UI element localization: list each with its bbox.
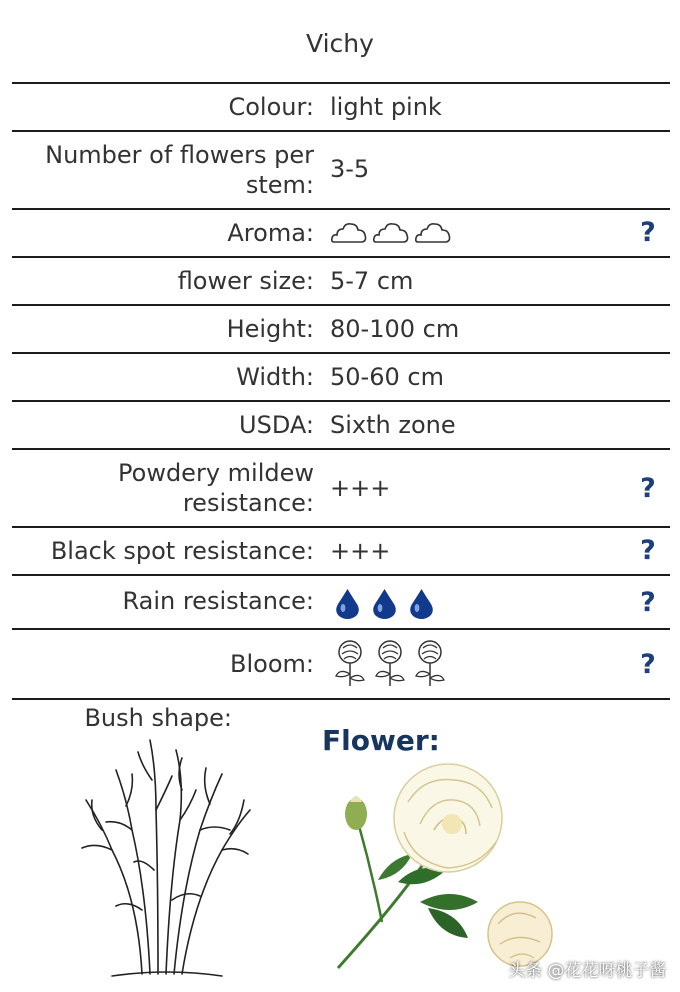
row-flower-size bbox=[12, 258, 670, 306]
water-drop-icon bbox=[408, 587, 435, 619]
row-bloom bbox=[12, 630, 670, 698]
row-rain-resistance bbox=[12, 576, 670, 630]
rain-resistance-label: Rain resistance: bbox=[122, 587, 314, 615]
row-black-spot bbox=[12, 528, 670, 576]
width-label: Width: bbox=[236, 363, 314, 391]
cloud-icon bbox=[372, 220, 410, 246]
black-spot-help-button[interactable]: ? bbox=[640, 535, 656, 566]
flowers-per-stem-value: 3-5 bbox=[330, 155, 370, 183]
rose-info-card bbox=[2, 2, 678, 990]
usda-label: USDA: bbox=[239, 411, 314, 439]
rose-bloom-icon bbox=[332, 638, 368, 688]
flowers-per-stem-label-line1: Number of flowers per bbox=[45, 141, 314, 169]
bush-shape-illustration bbox=[72, 730, 262, 982]
usda-value: Sixth zone bbox=[330, 411, 456, 439]
height-label: Height: bbox=[226, 315, 314, 343]
flowers-per-stem-label-line2: stem: bbox=[245, 171, 314, 199]
aroma-label: Aroma: bbox=[227, 219, 314, 247]
bloom-rating bbox=[332, 638, 448, 688]
bloom-help-button[interactable]: ? bbox=[640, 649, 656, 680]
cloud-icon bbox=[330, 220, 368, 246]
rose-name-title: Vichy bbox=[306, 28, 374, 58]
black-spot-value: +++ bbox=[330, 537, 391, 565]
bush-shape-label: Bush shape: bbox=[84, 704, 232, 732]
aroma-help-button[interactable]: ? bbox=[640, 217, 656, 248]
rain-help-button[interactable]: ? bbox=[640, 587, 656, 618]
flower-illustration bbox=[328, 762, 568, 972]
bloom-label: Bloom: bbox=[230, 650, 314, 678]
rose-bloom-icon bbox=[412, 638, 448, 688]
cloud-icon bbox=[414, 220, 452, 246]
row-aroma bbox=[12, 210, 670, 258]
row-height bbox=[12, 306, 670, 354]
flower-size-label: flower size: bbox=[177, 267, 314, 295]
height-value: 80-100 cm bbox=[330, 315, 460, 343]
powdery-mildew-value: +++ bbox=[330, 474, 391, 502]
rose-bloom-icon bbox=[372, 638, 408, 688]
flower-label: Flower: bbox=[322, 724, 440, 757]
black-spot-label: Black spot resistance: bbox=[50, 537, 314, 565]
divider bbox=[12, 698, 670, 700]
aroma-rating bbox=[330, 220, 452, 246]
row-colour bbox=[12, 84, 670, 132]
water-drop-icon bbox=[334, 587, 361, 619]
flower-size-value: 5-7 cm bbox=[330, 267, 414, 295]
powdery-mildew-help-button[interactable]: ? bbox=[640, 473, 656, 504]
row-flowers-per-stem bbox=[12, 132, 670, 210]
row-powdery-mildew bbox=[12, 450, 670, 528]
colour-value: light pink bbox=[330, 93, 442, 121]
width-value: 50-60 cm bbox=[330, 363, 444, 391]
powdery-mildew-label-line1: Powdery mildew bbox=[118, 459, 314, 487]
watermark: 头条 @花花呀桃子酱 bbox=[508, 961, 667, 981]
powdery-mildew-label-line2: resistance: bbox=[182, 489, 314, 517]
row-usda bbox=[12, 402, 670, 450]
rain-rating bbox=[334, 587, 435, 619]
row-width bbox=[12, 354, 670, 402]
water-drop-icon bbox=[371, 587, 398, 619]
colour-label: Colour: bbox=[228, 93, 314, 121]
